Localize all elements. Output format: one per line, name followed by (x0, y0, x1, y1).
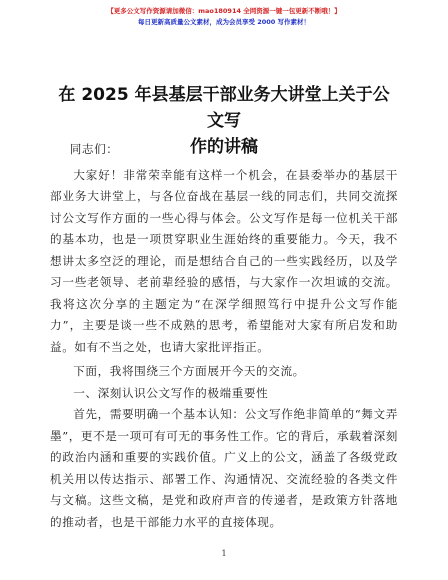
greeting: 同志们： (69, 142, 119, 156)
paragraph-section-1: 首先，需要明确一个基本认知：公文写作绝非简单的“舞文弄墨”，更不是一项可有可无的事务性工作。它的背后，承载着深刻的政治内涵和重要的实践价值。广义上的公文，涵盖了各级党政机关用以传达指示、部署工作、沟通情况、交流经验的各类文件与文稿。这些文稿，是党和政府声音的传递者，是政策方针落地的推动者，也是干部能力水平的直接体现。 (50, 407, 398, 529)
header-banner (0, 6, 448, 28)
document-title-line-2: 作的讲稿 (190, 137, 258, 157)
paragraph-outline: 下面，我将围绕三个方面展开今天的交流。 (73, 364, 305, 378)
banner-membership-line: 每日更新高质量公文素材，成为会员享受 2000 写作素材！ (137, 18, 311, 26)
paragraph-intro: 大家好！非常荣幸能有这样一个机会，在县委举办的基层干部业务大讲堂上，与各位奋战在基层一线的同志们，共同交流探讨公文写作方面的一些心得与体会。公文写作是每一位机关干部的基本功，也是一项贯穿职业生涯始终的重要能力。今天，我不想讲太多空泛的理论，而是想结合自己的一些实践经历，以及学习一些老领导、老前辈经验的感悟，与大家作一次坦诚的交流。我将这次分享的主题定为“在深学细照笃行中提升公文写作能力”，主要是谈一些不成熟的思考，希望能对大家有所启发和助益。如有不当之处，也请大家批评指正。 (50, 167, 398, 354)
page-number: 1 (221, 549, 227, 558)
section-heading-1: 一、深刻认识公文写作的极端重要性 (73, 385, 269, 400)
banner-promo-line: 【更多公文写作资源请加微信：mao180914 全网资源一键一包更新不断哦！】 (107, 7, 341, 15)
document-body (50, 139, 398, 533)
document-title-line-1: 在 2025 年县基层干部业务大讲堂上关于公文写 (58, 85, 390, 131)
